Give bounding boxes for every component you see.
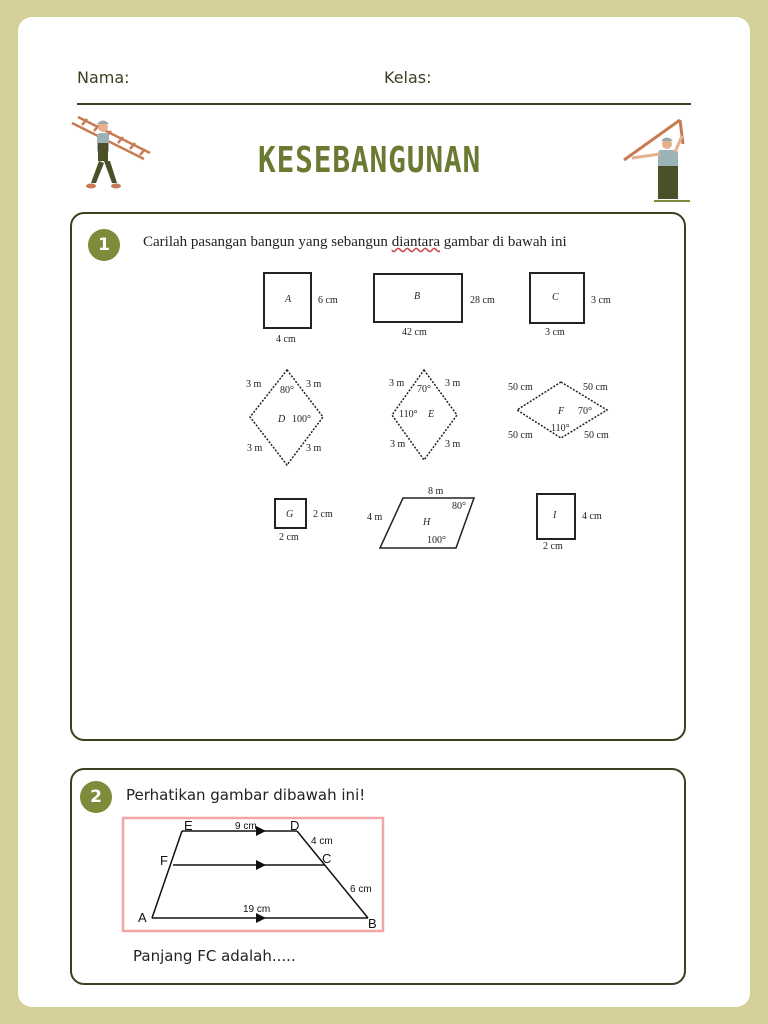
shape-c-side: 3 cm (591, 295, 611, 306)
svg-text:50 cm: 50 cm (508, 382, 533, 393)
svg-text:3 m: 3 m (445, 439, 461, 450)
shape-c-bottom: 3 cm (545, 327, 565, 338)
point-c: C (322, 851, 332, 866)
length-ab: 19 cm (243, 904, 271, 915)
shape-c-name: C (552, 292, 559, 303)
question-1-number: 1 (88, 229, 120, 261)
length-dc: 4 cm (311, 836, 333, 847)
svg-text:3 m: 3 m (306, 379, 322, 390)
svg-text:E: E (428, 409, 435, 420)
question-2-text: Perhatikan gambar dibawah ini! (126, 786, 366, 804)
svg-text:H: H (423, 517, 431, 528)
point-a: A (138, 910, 147, 925)
point-b: B (368, 916, 377, 931)
svg-text:3 m: 3 m (246, 379, 262, 390)
shape-b-side: 28 cm (470, 295, 495, 306)
svg-text:80°: 80° (280, 385, 294, 396)
question-2-prompt: Panjang FC adalah..... (133, 947, 296, 965)
svg-text:4 cm: 4 cm (582, 511, 602, 522)
shape-a-name: A (285, 294, 292, 305)
svg-text:D: D (278, 414, 286, 425)
svg-text:8 m: 8 m (428, 486, 444, 497)
svg-text:50 cm: 50 cm (583, 382, 608, 393)
svg-text:2 cm: 2 cm (279, 532, 299, 543)
length-ed: 9 cm (235, 821, 257, 832)
name-label: Nama: (77, 68, 130, 87)
svg-text:3 m: 3 m (445, 378, 461, 389)
svg-text:100°: 100° (427, 535, 446, 546)
svg-text:3 m: 3 m (247, 443, 263, 454)
question-2-number: 2 (80, 781, 112, 813)
class-label: Kelas: (384, 68, 432, 87)
svg-text:70°: 70° (417, 384, 431, 395)
page-title: KESEBANGUNAN (258, 140, 482, 181)
svg-text:4 m: 4 m (367, 512, 383, 523)
shape-b-name: B (414, 291, 421, 302)
length-cb: 6 cm (350, 884, 372, 895)
svg-text:I: I (553, 510, 557, 521)
point-e: E (184, 818, 193, 833)
shape-b-bottom: 42 cm (402, 327, 427, 338)
svg-text:50 cm: 50 cm (508, 430, 533, 441)
svg-text:80°: 80° (452, 501, 466, 512)
shape-a-side: 6 cm (318, 295, 338, 306)
svg-text:110°: 110° (399, 409, 418, 420)
svg-text:3 m: 3 m (389, 378, 405, 389)
svg-text:3 m: 3 m (306, 443, 322, 454)
svg-text:2 cm: 2 cm (313, 509, 333, 520)
svg-text:100°: 100° (292, 414, 311, 425)
svg-text:70°: 70° (578, 406, 592, 417)
svg-text:110°: 110° (551, 423, 570, 434)
point-d: D (290, 818, 300, 833)
point-f: F (160, 853, 168, 868)
svg-text:G: G (286, 509, 294, 520)
shape-a-bottom: 4 cm (276, 334, 296, 345)
question-1-text: Carilah pasangan bangun yang sebangun diantara gambar di bawah ini (143, 234, 567, 250)
svg-text:2 cm: 2 cm (543, 541, 563, 552)
svg-text:F: F (558, 406, 565, 417)
svg-text:3 m: 3 m (390, 439, 406, 450)
svg-text:50 cm: 50 cm (584, 430, 609, 441)
